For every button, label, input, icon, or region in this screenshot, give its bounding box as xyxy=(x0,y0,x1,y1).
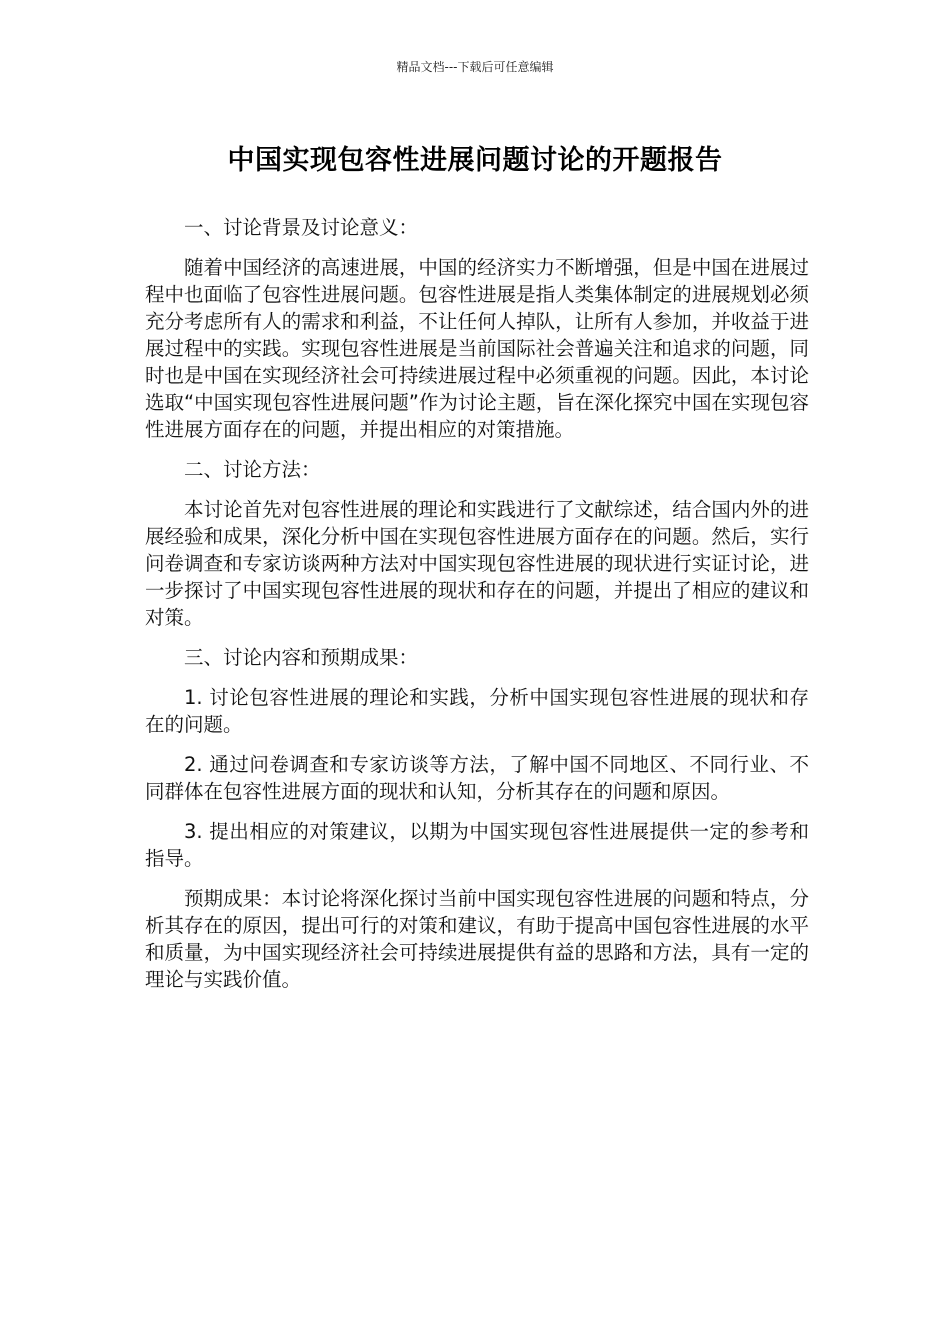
section-paragraph-background: 随着中国经济的高速进展，中国的经济实力不断增强，但是中国在进展过程中也面临了包容性进展问题。包容性进展是指人类集体制定的进展规划必须充分考虑所有人的需求和利益，不让任何人掉队，让所有人参加，并收益于进展过程中的实践。实现包容性进展是当前国际社会普遍关注和追求的问题，同时也是中国在实现经济社会可持续进展过程中必须重视的问题。因此，本讨论选取“中国实现包容性进展问题”作为讨论主题，旨在深化探究中国在实现包容性进展方面存在的问题，并提出相应的对策措施。 xyxy=(145,256,809,441)
section-heading-method: 二、讨论方法： xyxy=(184,458,321,481)
content-item-3: 3. 提出相应的对策建议，以期为中国实现包容性进展提供一定的参考和指导。 xyxy=(145,820,809,870)
section-paragraph-method: 本讨论首先对包容性进展的理论和实践进行了文献综述，结合国内外的进展经验和成果，深化分析中国在实现包容性进展方面存在的问题。然后，实行问卷调查和专家访谈两种方法对中国实现包容性进展的现状进行实证讨论，进一步探讨了中国实现包容性进展的现状和存在的问题，并提出了相应的建议和对策。 xyxy=(145,498,809,629)
content-item-1: 1. 讨论包容性进展的理论和实践，分析中国实现包容性进展的现状和存在的问题。 xyxy=(145,686,809,736)
section-heading-content: 三、讨论内容和预期成果： xyxy=(184,646,419,669)
header-note: 精品文档---下载后可任意编辑 xyxy=(396,60,554,74)
section-heading-background: 一、讨论背景及讨论意义： xyxy=(184,216,419,239)
document-title: 中国实现包容性进展问题讨论的开题报告 xyxy=(227,145,723,176)
content-item-2: 2. 通过问卷调查和专家访谈等方法，了解中国不同地区、不同行业、不同群体在包容性进展方面的现状和认知，分析其存在的问题和原因。 xyxy=(145,753,809,803)
expected-outcome-paragraph: 预期成果：本讨论将深化探讨当前中国实现包容性进展的问题和特点，分析其存在的原因，提出可行的对策和建议，有助于提高中国包容性进展的水平和质量，为中国实现经济社会可持续进展提供有益的思路和方法，具有一定的理论与实践价值。 xyxy=(145,887,809,991)
document-body xyxy=(145,214,809,1006)
